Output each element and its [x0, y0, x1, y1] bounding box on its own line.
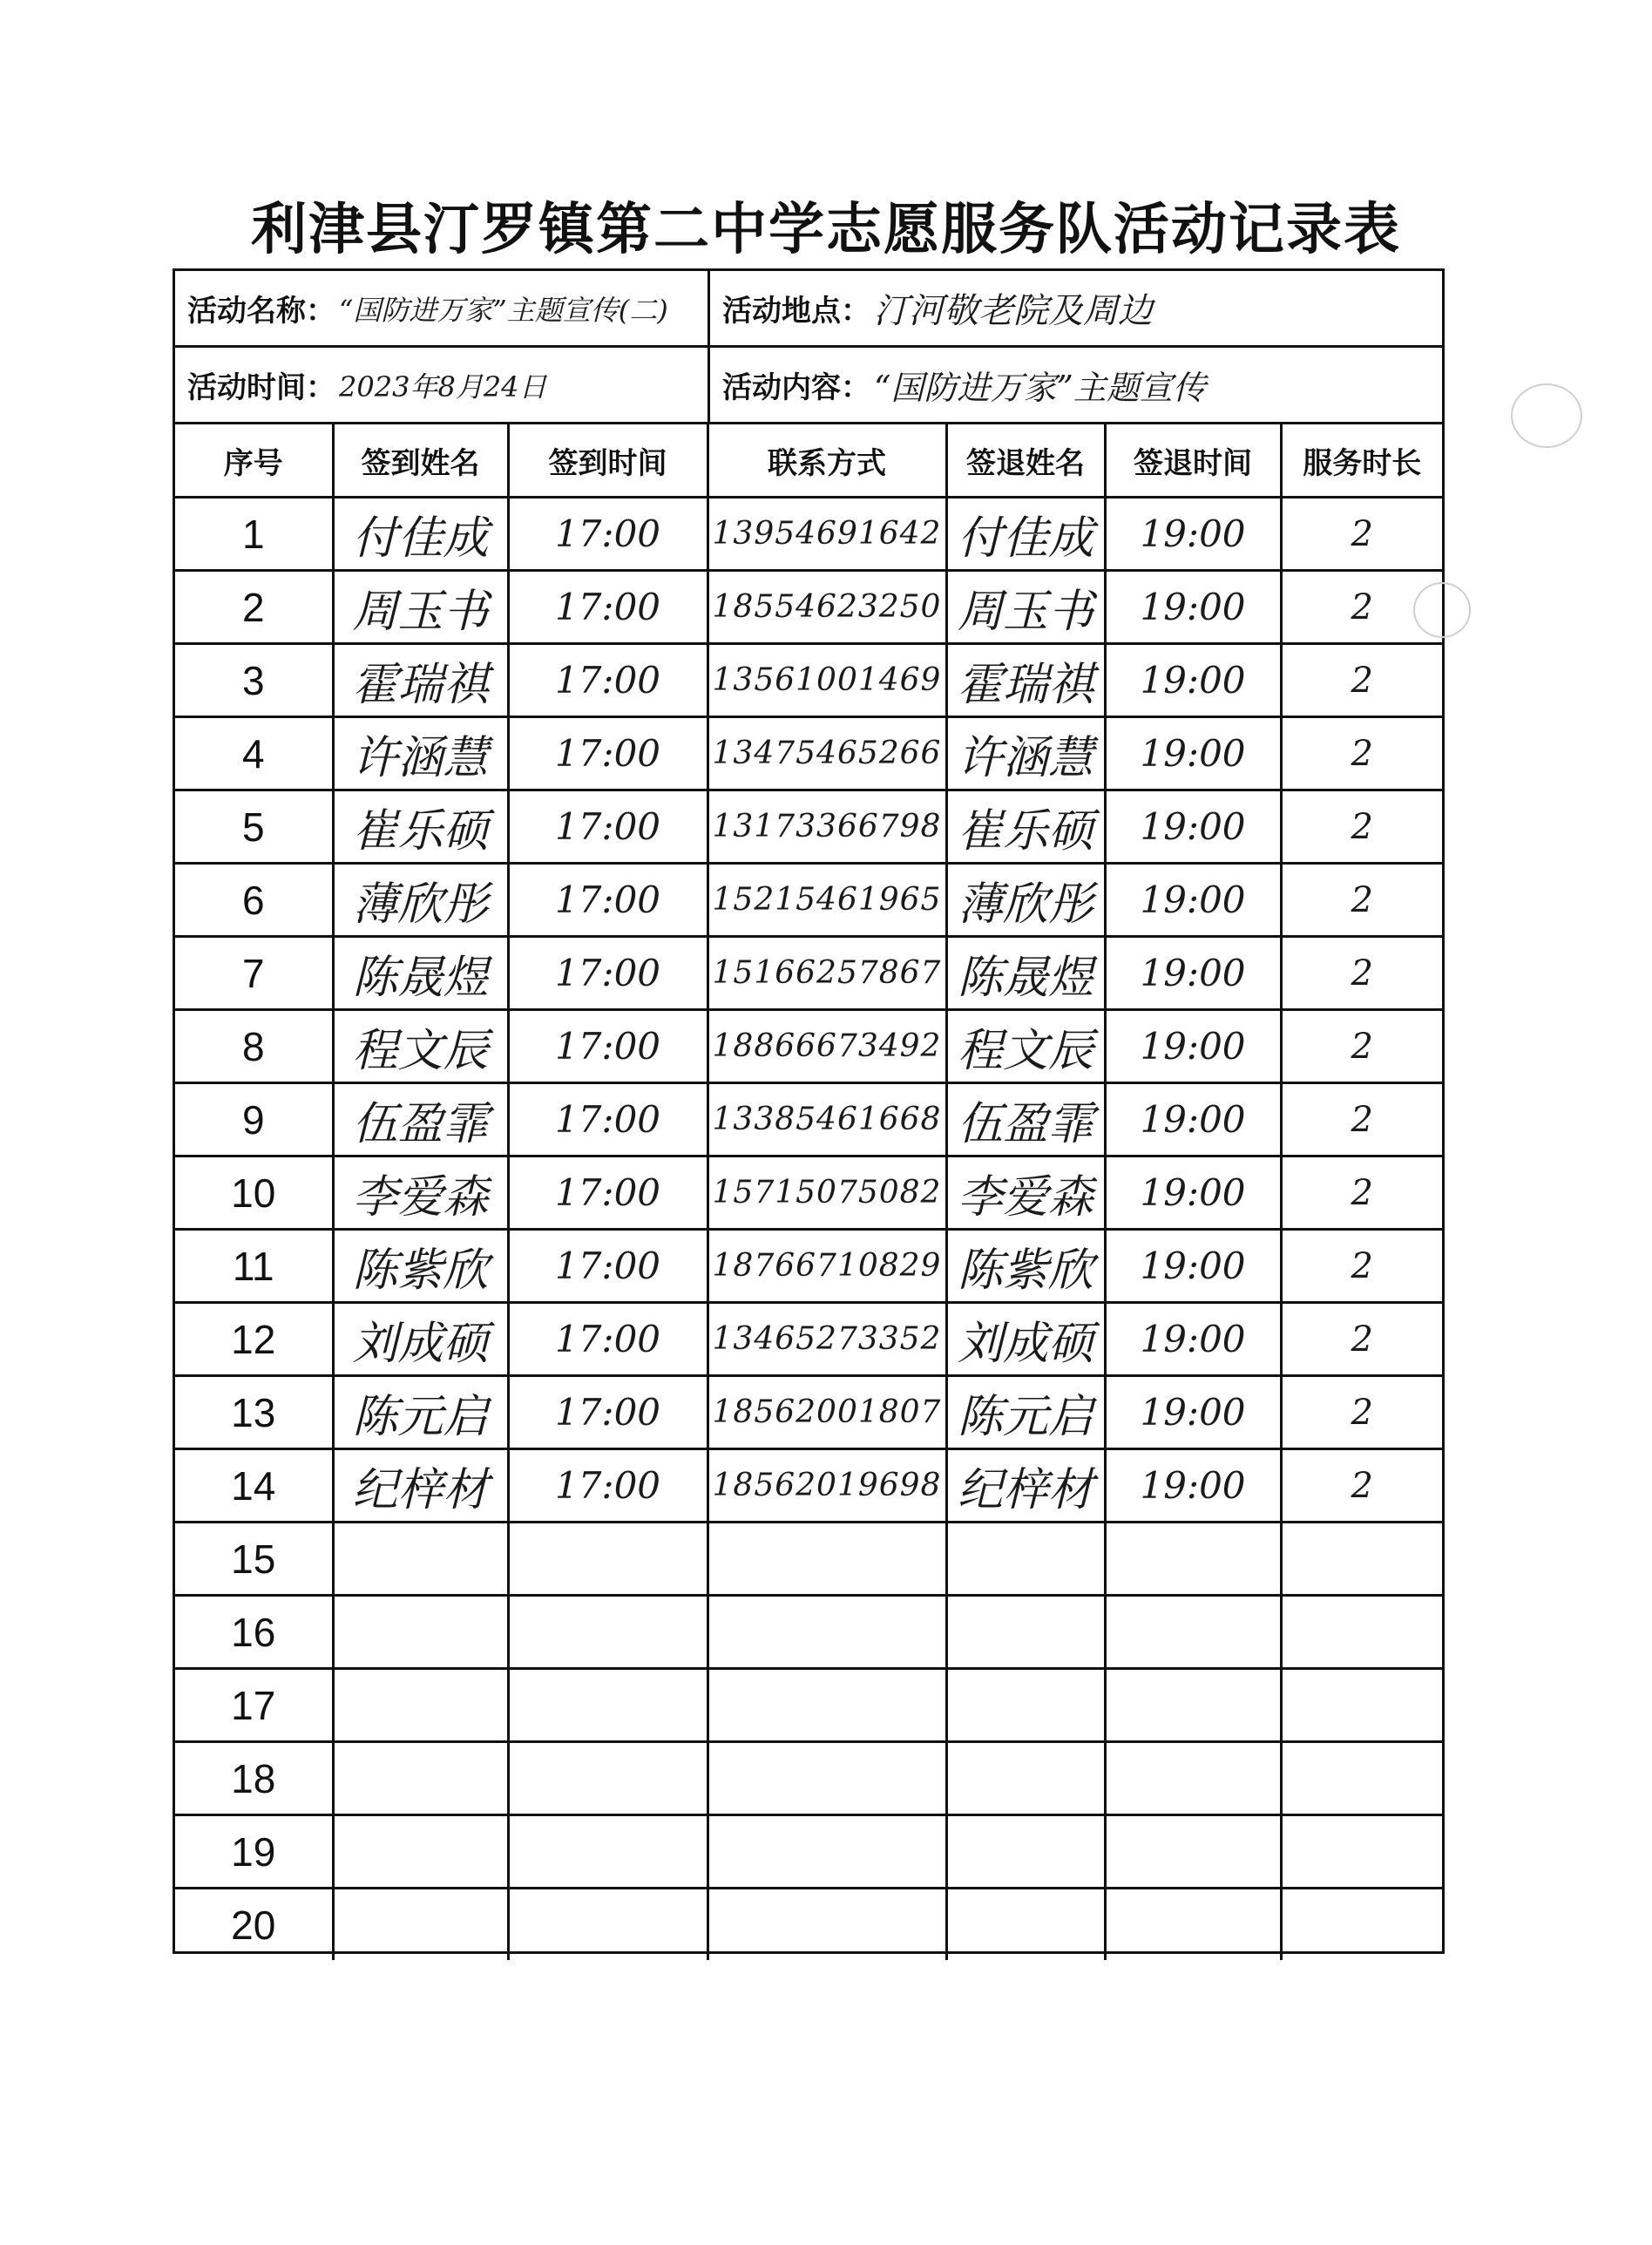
signin-time-cell: [508, 1523, 708, 1596]
signout-name-cell: [946, 1889, 1105, 1961]
signin-time: 17:00: [554, 1318, 661, 1360]
column-header: 服务时长: [1281, 424, 1442, 498]
signout-name: 付佳成: [957, 512, 1093, 565]
signout-time: 19:00: [1140, 732, 1246, 775]
activity-name-cell: [175, 271, 710, 345]
contact-phone-cell: [708, 864, 946, 937]
signout-name-cell: [946, 1303, 1105, 1376]
signout-name-cell: [946, 1669, 1105, 1742]
row-number-cell: [175, 1010, 333, 1083]
signout-name: 李爱森: [957, 1171, 1093, 1224]
signin-name: 霍瑞祺: [352, 659, 489, 711]
signin-name-cell: [333, 1376, 508, 1449]
column-header: 签退姓名: [946, 424, 1105, 498]
signout-time-cell: [1105, 1156, 1281, 1230]
activity-time-label: 活动时间：: [187, 370, 335, 405]
column-header: 序号: [175, 424, 333, 498]
service-hours: 2: [1351, 1245, 1373, 1286]
signout-time-cell: [1105, 1010, 1281, 1083]
contact-phone-cell: [708, 571, 946, 644]
signout-time-cell: [1105, 1669, 1281, 1742]
contact-phone-cell: [708, 1083, 946, 1156]
column-header: 签到时间: [508, 424, 708, 498]
signout-name-cell: [946, 498, 1105, 571]
signin-name-cell: [333, 1449, 508, 1523]
signout-time-cell: [1105, 1303, 1281, 1376]
service-hours: 2: [1351, 1392, 1373, 1433]
service-hours: 2: [1351, 587, 1373, 627]
contact-phone: 18562019698: [712, 1468, 942, 1503]
signin-name: 伍盈霏: [352, 1098, 489, 1150]
table-row: [175, 1523, 1442, 1596]
contact-phone-cell: [708, 1376, 946, 1449]
signout-time: 19:00: [1140, 1171, 1246, 1214]
signout-time: 19:00: [1140, 586, 1246, 628]
table-row: [175, 644, 1442, 717]
row-number: 11: [232, 1243, 274, 1289]
signout-time-cell: [1105, 644, 1281, 717]
signout-name-cell: [946, 644, 1105, 717]
paper-stain: [1413, 582, 1471, 638]
contact-phone-cell: [708, 1669, 946, 1742]
service-hours: 2: [1351, 953, 1373, 994]
service-hours-cell: [1281, 1523, 1442, 1596]
service-hours-cell: [1281, 1889, 1442, 1961]
contact-phone-cell: [708, 1156, 946, 1230]
row-number: 9: [241, 1096, 265, 1143]
row-number: 14: [231, 1462, 276, 1509]
location-value: 汀河敬老院及周边: [874, 291, 1153, 331]
signout-name-cell: [946, 1230, 1105, 1303]
row-number-cell: [175, 864, 333, 937]
signout-name-cell: [946, 1523, 1105, 1596]
signin-time-cell: [508, 644, 708, 717]
contact-phone-cell: [708, 1742, 946, 1815]
signin-name-cell: [333, 1230, 508, 1303]
signin-time-cell: [508, 1742, 708, 1815]
signin-time-cell: [508, 1889, 708, 1961]
service-hours-cell: [1281, 1596, 1442, 1669]
contact-phone-cell: [708, 1449, 946, 1523]
row-number: 17: [231, 1682, 276, 1728]
row-number-cell: [175, 1669, 333, 1742]
service-hours: 2: [1351, 660, 1373, 701]
signin-name: 崔乐硕: [352, 805, 489, 858]
row-number: 2: [241, 584, 265, 630]
signin-time-cell: [508, 1596, 708, 1669]
contact-phone: 13475465266: [712, 736, 942, 771]
signin-name: 陈晟煜: [352, 952, 489, 1004]
row-number: 3: [241, 657, 265, 703]
signout-time: 19:00: [1140, 1025, 1246, 1068]
row-number-cell: [175, 1449, 333, 1523]
signin-name-cell: [333, 717, 508, 790]
row-number-cell: [175, 1156, 333, 1230]
row-number-cell: [175, 1083, 333, 1156]
signout-name-cell: [946, 790, 1105, 864]
contact-phone-cell: [708, 790, 946, 864]
signin-time: 17:00: [554, 878, 661, 921]
signin-name-cell: [333, 790, 508, 864]
service-hours-cell: [1281, 790, 1442, 864]
signin-time-cell: [508, 1449, 708, 1523]
signin-time-cell: [508, 1083, 708, 1156]
row-number: 6: [241, 877, 265, 923]
signout-name: 霍瑞祺: [957, 659, 1093, 711]
contact-phone-cell: [708, 937, 946, 1010]
signout-name: 陈晟煜: [957, 952, 1093, 1004]
table-row: [175, 717, 1442, 790]
row-number: 4: [241, 730, 265, 777]
signin-time-cell: [508, 790, 708, 864]
signout-name-cell: [946, 1815, 1105, 1889]
service-hours: 2: [1351, 1465, 1373, 1506]
row-number-cell: [175, 498, 333, 571]
activity-name-label: 活动名称：: [187, 294, 335, 329]
signout-time: 19:00: [1140, 512, 1246, 555]
contact-phone-cell: [708, 498, 946, 571]
signin-time-cell: [508, 864, 708, 937]
signin-name: 程文辰: [352, 1025, 489, 1077]
service-hours-cell: [1281, 937, 1442, 1010]
table-row: [175, 1742, 1442, 1815]
signout-name-cell: [946, 1083, 1105, 1156]
location-cell: [710, 271, 1442, 345]
signout-name-cell: [946, 864, 1105, 937]
row-number-cell: [175, 937, 333, 1010]
contact-phone-cell: [708, 1303, 946, 1376]
info-row-1: [175, 271, 1442, 348]
signin-time: 17:00: [554, 659, 661, 702]
table-row: [175, 498, 1442, 571]
row-number-cell: [175, 1230, 333, 1303]
row-number-cell: [175, 1596, 333, 1669]
signin-time: 17:00: [554, 1025, 661, 1068]
table-row: [175, 1303, 1442, 1376]
row-number-cell: [175, 1376, 333, 1449]
signin-name-cell: [333, 1523, 508, 1596]
contact-phone-cell: [708, 1815, 946, 1889]
signout-time-cell: [1105, 937, 1281, 1010]
signin-time-cell: [508, 498, 708, 571]
signout-name-cell: [946, 1010, 1105, 1083]
activity-content-cell: [710, 348, 1442, 422]
signin-name: 薄欣彤: [352, 878, 489, 931]
signin-name-cell: [333, 1669, 508, 1742]
signin-name-cell: [333, 1815, 508, 1889]
signin-name-cell: [333, 644, 508, 717]
table-row: [175, 571, 1442, 644]
service-hours: 2: [1351, 879, 1373, 920]
table-row: [175, 864, 1442, 937]
service-hours-cell: [1281, 1083, 1442, 1156]
contact-phone-cell: [708, 1889, 946, 1961]
row-number: 12: [231, 1316, 276, 1362]
signin-time-cell: [508, 1010, 708, 1083]
table-row: [175, 1449, 1442, 1523]
service-hours-cell: [1281, 1669, 1442, 1742]
contact-phone: 13561001469: [712, 662, 942, 698]
signin-time: 17:00: [554, 1171, 661, 1214]
attendance-table: [175, 424, 1442, 1960]
row-number-cell: [175, 1303, 333, 1376]
paper-stain: [1511, 383, 1582, 448]
table-row: [175, 1010, 1442, 1083]
signin-name-cell: [333, 498, 508, 571]
signin-time-cell: [508, 571, 708, 644]
signout-time-cell: [1105, 1449, 1281, 1523]
table-row: [175, 1230, 1442, 1303]
service-hours-cell: [1281, 1010, 1442, 1083]
row-number-cell: [175, 1523, 333, 1596]
signin-name-cell: [333, 1889, 508, 1961]
signout-time: 19:00: [1140, 805, 1246, 848]
contact-phone: 18562001807: [712, 1394, 942, 1430]
contact-phone-cell: [708, 717, 946, 790]
table-header-row: [175, 424, 1442, 498]
service-hours-cell: [1281, 1449, 1442, 1523]
signout-name-cell: [946, 1596, 1105, 1669]
signout-time: 19:00: [1140, 1318, 1246, 1360]
signout-time: 19:00: [1140, 878, 1246, 921]
activity-time-value: 2023年8月24日: [339, 370, 547, 404]
table-row: [175, 1669, 1442, 1742]
contact-phone: 15715075082: [712, 1175, 942, 1211]
contact-phone-cell: [708, 644, 946, 717]
signout-time-cell: [1105, 498, 1281, 571]
signout-time-cell: [1105, 1083, 1281, 1156]
signin-time-cell: [508, 1376, 708, 1449]
signout-time: 19:00: [1140, 1245, 1246, 1287]
signout-name: 薄欣彤: [957, 878, 1093, 931]
signout-time-cell: [1105, 864, 1281, 937]
service-hours-cell: [1281, 644, 1442, 717]
signout-time-cell: [1105, 1889, 1281, 1961]
service-hours-cell: [1281, 864, 1442, 937]
row-number: 15: [231, 1536, 276, 1582]
column-header: 签退时间: [1105, 424, 1281, 498]
signout-name: 陈元启: [957, 1391, 1093, 1443]
contact-phone-cell: [708, 1596, 946, 1669]
signout-name-cell: [946, 571, 1105, 644]
signin-name-cell: [333, 1742, 508, 1815]
signin-time-cell: [508, 1815, 708, 1889]
service-hours-cell: [1281, 498, 1442, 571]
signout-name: 陈紫欣: [957, 1245, 1093, 1297]
signin-time: 17:00: [554, 1464, 661, 1507]
signin-name: 刘成硕: [352, 1318, 489, 1370]
contact-phone: 18766710829: [712, 1248, 942, 1284]
signin-time-cell: [508, 1230, 708, 1303]
table-row: [175, 1889, 1442, 1961]
row-number: 5: [241, 804, 265, 850]
signin-time: 17:00: [554, 732, 661, 775]
signout-time-cell: [1105, 1523, 1281, 1596]
signin-time-cell: [508, 1303, 708, 1376]
signout-name-cell: [946, 1742, 1105, 1815]
signout-name: 许涵慧: [957, 732, 1093, 784]
service-hours-cell: [1281, 717, 1442, 790]
signin-name: 许涵慧: [352, 732, 489, 784]
activity-name-value: “国防进万家”主题宣传(二): [339, 293, 668, 327]
contact-phone: 13385461668: [712, 1102, 942, 1137]
signin-time: 17:00: [554, 952, 661, 994]
service-hours: 2: [1351, 513, 1373, 554]
signin-time: 17:00: [554, 1245, 661, 1287]
signin-name-cell: [333, 1303, 508, 1376]
contact-phone: 15215461965: [712, 882, 942, 918]
service-hours-cell: [1281, 1742, 1442, 1815]
row-number-cell: [175, 571, 333, 644]
activity-content-label: 活动内容：: [722, 370, 870, 405]
page-title: 利津县汀罗镇第二中学志愿服务队活动记录表: [251, 198, 1401, 262]
signin-time-cell: [508, 1669, 708, 1742]
contact-phone: 13954691642: [712, 516, 942, 552]
service-hours: 2: [1351, 733, 1373, 774]
signout-time: 19:00: [1140, 1391, 1246, 1434]
signout-time-cell: [1105, 790, 1281, 864]
contact-phone-cell: [708, 1230, 946, 1303]
activity-content-value: “国防进万家”主题宣传: [874, 369, 1206, 407]
table-row: [175, 937, 1442, 1010]
row-number: 13: [231, 1389, 276, 1435]
column-header: 联系方式: [708, 424, 946, 498]
signout-name-cell: [946, 717, 1105, 790]
service-hours-cell: [1281, 1156, 1442, 1230]
signout-name: 纪梓材: [957, 1464, 1093, 1516]
signout-time-cell: [1105, 1376, 1281, 1449]
signout-name: 程文辰: [957, 1025, 1093, 1077]
service-hours: 2: [1351, 1172, 1373, 1213]
signin-name-cell: [333, 864, 508, 937]
service-hours-cell: [1281, 1230, 1442, 1303]
table-row: [175, 790, 1442, 864]
table-row: [175, 1083, 1442, 1156]
signin-name: 李爱森: [352, 1171, 489, 1224]
table-row: [175, 1815, 1442, 1889]
signout-name-cell: [946, 937, 1105, 1010]
service-hours: 2: [1351, 1099, 1373, 1140]
signin-time-cell: [508, 717, 708, 790]
signin-time-cell: [508, 937, 708, 1010]
service-hours: 2: [1351, 1026, 1373, 1067]
signout-time-cell: [1105, 571, 1281, 644]
activity-time-cell: [175, 348, 710, 422]
signout-time: 19:00: [1140, 1098, 1246, 1141]
contact-phone-cell: [708, 1010, 946, 1083]
table-row: [175, 1376, 1442, 1449]
row-number: 1: [241, 511, 265, 557]
service-hours-cell: [1281, 1376, 1442, 1449]
contact-phone: 13173366798: [712, 809, 942, 844]
signout-name: 周玉书: [957, 586, 1093, 638]
signout-time-cell: [1105, 1742, 1281, 1815]
signin-name-cell: [333, 571, 508, 644]
signin-name-cell: [333, 1156, 508, 1230]
signin-time: 17:00: [554, 586, 661, 628]
row-number-cell: [175, 1889, 333, 1961]
row-number-cell: [175, 790, 333, 864]
row-number: 8: [241, 1023, 265, 1069]
signin-name: 陈元启: [352, 1391, 489, 1443]
signout-name-cell: [946, 1376, 1105, 1449]
signin-name-cell: [333, 937, 508, 1010]
signout-time-cell: [1105, 1596, 1281, 1669]
signout-time: 19:00: [1140, 952, 1246, 994]
contact-phone: 18866673492: [712, 1028, 942, 1064]
signin-name-cell: [333, 1083, 508, 1156]
signin-time: 17:00: [554, 512, 661, 555]
row-number: 18: [231, 1755, 276, 1801]
signin-time: 17:00: [554, 1391, 661, 1434]
signout-name: 崔乐硕: [957, 805, 1093, 858]
service-hours-cell: [1281, 1815, 1442, 1889]
signout-time-cell: [1105, 1815, 1281, 1889]
signout-name: 伍盈霏: [957, 1098, 1093, 1150]
row-number-cell: [175, 1815, 333, 1889]
location-label: 活动地点：: [722, 294, 870, 329]
record-sheet: [173, 268, 1445, 1954]
row-number: 16: [231, 1609, 276, 1655]
info-row-2: [175, 348, 1442, 424]
signout-time-cell: [1105, 717, 1281, 790]
signin-time: 17:00: [554, 805, 661, 848]
column-header: 签到姓名: [333, 424, 508, 498]
row-number-cell: [175, 644, 333, 717]
signout-name: 刘成硕: [957, 1318, 1093, 1370]
table-row: [175, 1596, 1442, 1669]
signin-name: 纪梓材: [352, 1464, 489, 1516]
signout-name-cell: [946, 1156, 1105, 1230]
signin-time-cell: [508, 1156, 708, 1230]
signin-name: 陈紫欣: [352, 1245, 489, 1297]
table-row: [175, 1156, 1442, 1230]
service-hours: 2: [1351, 1319, 1373, 1360]
service-hours-cell: [1281, 1303, 1442, 1376]
service-hours: 2: [1351, 806, 1373, 847]
contact-phone: 13465273352: [712, 1321, 942, 1357]
contact-phone-cell: [708, 1523, 946, 1596]
row-number: 7: [241, 950, 265, 996]
signout-time: 19:00: [1140, 659, 1246, 702]
contact-phone: 18554623250: [712, 589, 942, 625]
row-number: 10: [231, 1170, 276, 1216]
contact-phone: 15166257867: [712, 955, 942, 991]
signin-time: 17:00: [554, 1098, 661, 1141]
signout-name-cell: [946, 1449, 1105, 1523]
signin-name: 付佳成: [352, 512, 489, 565]
row-number-cell: [175, 717, 333, 790]
row-number: 20: [231, 1902, 276, 1948]
signout-time-cell: [1105, 1230, 1281, 1303]
row-number: 19: [231, 1828, 276, 1875]
row-number-cell: [175, 1742, 333, 1815]
signin-name-cell: [333, 1010, 508, 1083]
signin-name-cell: [333, 1596, 508, 1669]
signin-name: 周玉书: [352, 586, 489, 638]
signout-time: 19:00: [1140, 1464, 1246, 1507]
